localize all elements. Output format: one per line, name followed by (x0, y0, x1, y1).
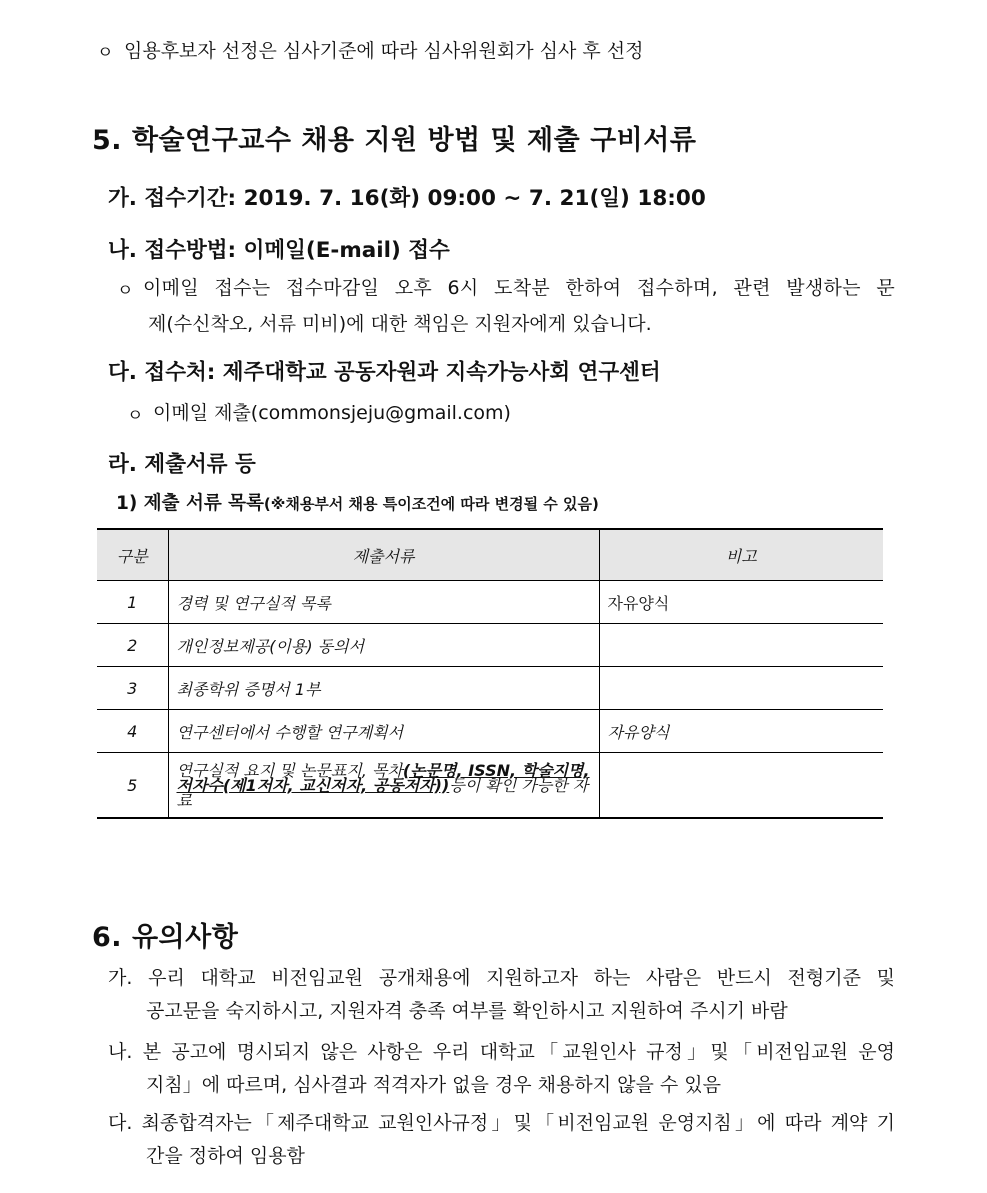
section6-na-line2: 지침」에 따르며, 심사결과 적격자가 없을 경우 채용하지 않을 수 있음 (146, 1074, 721, 1096)
row-number: 4 (97, 710, 168, 753)
section5-na: 나. 접수방법: 이메일(E-mail) 접수 (108, 238, 450, 263)
row-document-part: 등이 확인 가능한 자료 (176, 775, 589, 810)
table-row (97, 753, 883, 819)
row-document-part: 연구실적 요지 및 논문표지, 목차 (176, 760, 403, 780)
row-number: 3 (97, 667, 168, 710)
table-row (97, 581, 883, 624)
bullet-circle: ㅇ (127, 406, 144, 426)
table-header-row (97, 529, 883, 581)
section6-na-line1: 나. 본 공고에 명시되지 않은 사항은 우리 대학교「교원인사 규정」및「비전임교원 운영 (108, 1041, 895, 1063)
table-row (97, 624, 883, 667)
documents-table (97, 528, 883, 819)
section6-ga-line1: 가. 우리 대학교 비전임교원 공개채용에 지원하고자 하는 사람은 반드시 전형기준 및 (108, 967, 895, 989)
row-document (168, 753, 599, 819)
table-row (97, 710, 883, 753)
header-documents: 제출서류 (168, 529, 599, 581)
document-list-title: 1) 제출 서류 목록 (116, 493, 264, 514)
bullet-circle: ㅇ (97, 43, 114, 63)
row-remark (599, 624, 883, 667)
section5-ga: 가. 접수기간: 2019. 7. 16(화) 09:00 ~ 7. 21(일) 18:00 (108, 186, 706, 211)
row-document-emphasis: (논문명, ISSN, 학술지명, 저자수(제1저자, 교신저자, 공동저자)) (176, 760, 590, 795)
row-remark: 자유양식 (599, 710, 883, 753)
section6-da-line1: 다. 최종합격자는「제주대학교 교원인사규정」및「비전임교원 운영지침」에 따라 계약 기 (108, 1112, 895, 1134)
document-list-heading (116, 489, 599, 515)
section6-ga-line2: 공고문을 숙지하시고, 지원자격 충족 여부를 확인하시고 지원하여 주시기 바람 (146, 1000, 788, 1022)
section5-na-line2: 제(수신착오, 서류 미비)에 대한 책임은 지원자에게 있습니다. (148, 313, 652, 335)
row-remark (599, 753, 883, 819)
section6-title: 6. 유의사항 (92, 922, 239, 953)
intro-text: 임용후보자 선정은 심사기준에 따라 심사위원회가 심사 후 선정 (124, 40, 644, 62)
row-remark: 자유양식 (599, 581, 883, 624)
section5-da: 다. 접수처: 제주대학교 공동자원과 지속가능사회 연구센터 (108, 360, 661, 385)
section5-title: 5. 학술연구교수 채용 지원 방법 및 제출 구비서류 (92, 125, 697, 156)
table-row (97, 667, 883, 710)
section5-da-line: 이메일 제출(commonsjeju@gmail.com) (153, 402, 511, 424)
row-number: 5 (97, 753, 168, 819)
bullet-circle: ㅇ (117, 281, 134, 301)
row-number: 2 (97, 624, 168, 667)
section6-da-line2: 간을 정하여 임용함 (146, 1145, 305, 1167)
header-remarks: 비고 (599, 529, 883, 581)
row-document: 최종학위 증명서 1부 (168, 667, 599, 710)
row-document: 개인정보제공(이용) 동의서 (168, 624, 599, 667)
row-document: 연구센터에서 수행할 연구계획서 (168, 710, 599, 753)
document-list-note: (※채용부서 채용 특이조건에 따라 변경될 수 있음) (263, 495, 599, 513)
section5-ra: 라. 제출서류 등 (108, 452, 256, 477)
row-remark (599, 667, 883, 710)
section5-na-line1: 이메일 접수는 접수마감일 오후 6시 도착분 한하여 접수하며, 관련 발생하는 문 (143, 277, 895, 299)
row-document: 경력 및 연구실적 목록 (168, 581, 599, 624)
header-category: 구분 (97, 529, 168, 581)
row-number: 1 (97, 581, 168, 624)
